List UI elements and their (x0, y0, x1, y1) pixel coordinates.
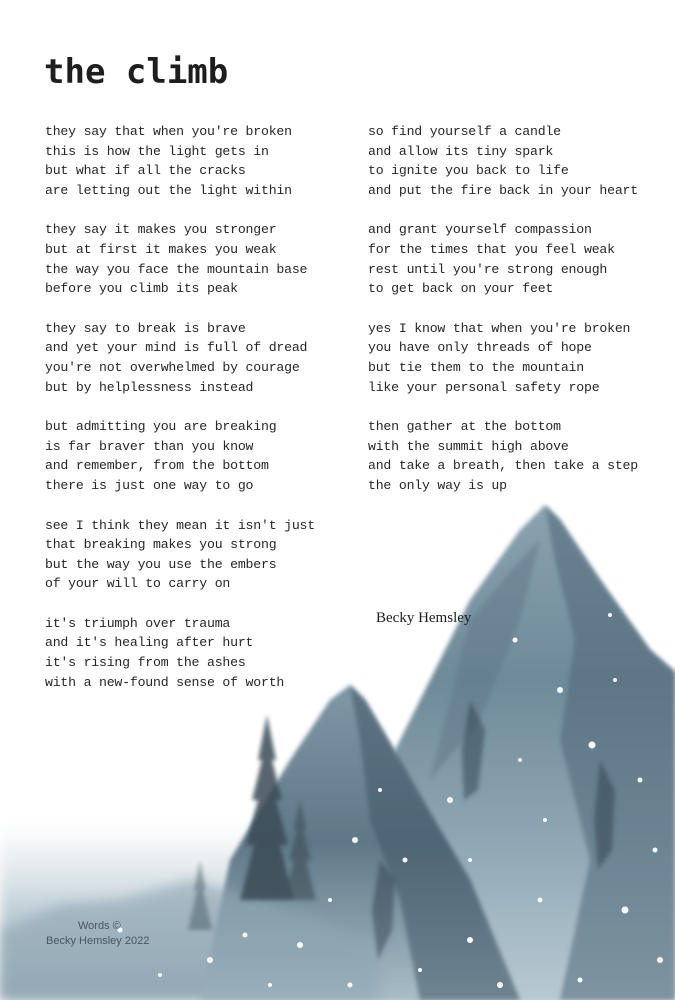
credit-line-words: Words © (78, 920, 121, 932)
poem-line: you're not overwhelmed by courage (45, 359, 300, 375)
poem-line: it's triumph over trauma (45, 615, 231, 631)
poem-line: rest until you're strong enough (368, 261, 608, 277)
poem-line: to get back on your feet (368, 281, 554, 297)
poem-title: the climb (44, 52, 229, 92)
poem-line: they say that when you're broken (45, 124, 292, 139)
poem-line: of your will to carry on (45, 576, 231, 592)
poem-column-left (45, 122, 345, 712)
stanza (45, 516, 345, 594)
poem-line: but admitting you are breaking (45, 419, 277, 435)
poem-line: and it's healing after hurt (45, 635, 254, 651)
stanza (368, 319, 668, 397)
stanza (368, 417, 668, 495)
poem-line: the way you face the mountain base (45, 261, 308, 277)
stanza (45, 122, 345, 200)
poem-line: there is just one way to go (45, 477, 254, 493)
poem-line: and remember, from the bottom (45, 458, 269, 474)
poem-line: to ignite you back to life (368, 163, 569, 179)
poem-column-right (368, 122, 668, 516)
author-signature: Becky Hemsley (376, 610, 472, 626)
stanza (45, 220, 345, 298)
poem-line: but what if all the cracks (45, 163, 246, 179)
poem-line: they say it makes you stronger (45, 222, 277, 238)
poem-line: then gather at the bottom (368, 419, 561, 435)
poem-line: you have only threads of hope (368, 340, 592, 356)
poem-line: but by helplessness instead (45, 379, 254, 395)
credit-line-author-year: Becky Hemsley 2022 (46, 935, 150, 947)
poem-line: yes I know that when you're broken (368, 320, 631, 336)
copyright-credit (46, 919, 206, 949)
poem-line: and grant yourself compassion (368, 222, 592, 238)
poem-line: are letting out the light within (45, 182, 292, 198)
stanza (45, 417, 345, 495)
stanza (45, 319, 345, 397)
poem-line: that breaking makes you strong (45, 537, 277, 553)
poem-line: for the times that you feel weak (368, 241, 615, 257)
poem-line: they say to break is brave (45, 320, 246, 336)
poem-line: but tie them to the mountain (368, 359, 584, 375)
poem-line: see I think they mean it isn't just (45, 517, 315, 533)
poem-line: and take a breath, then take a step (368, 458, 638, 474)
poem-line: and yet your mind is full of dread (45, 340, 308, 356)
stanza (368, 220, 668, 298)
poem-line: like your personal safety rope (368, 379, 600, 395)
poem-line: with a new-found sense of worth (45, 674, 285, 690)
poem-line: but at first it makes you weak (45, 241, 277, 257)
poem-line: before you climb its peak (45, 281, 238, 297)
poem-line: is far braver than you know (45, 438, 254, 454)
stanza (45, 614, 345, 692)
poem-line: this is how the light gets in (45, 143, 269, 159)
poem-line: and put the fire back in your heart (368, 182, 638, 198)
poem-line: the only way is up (368, 477, 507, 493)
poem-line: with the summit high above (368, 438, 569, 454)
poem-line: it's rising from the ashes (45, 655, 246, 671)
poem-line: and allow its tiny spark (368, 143, 554, 159)
poem-line: so find yourself a candle (368, 124, 561, 139)
poem-line: but the way you use the embers (45, 556, 277, 572)
stanza (368, 122, 668, 200)
